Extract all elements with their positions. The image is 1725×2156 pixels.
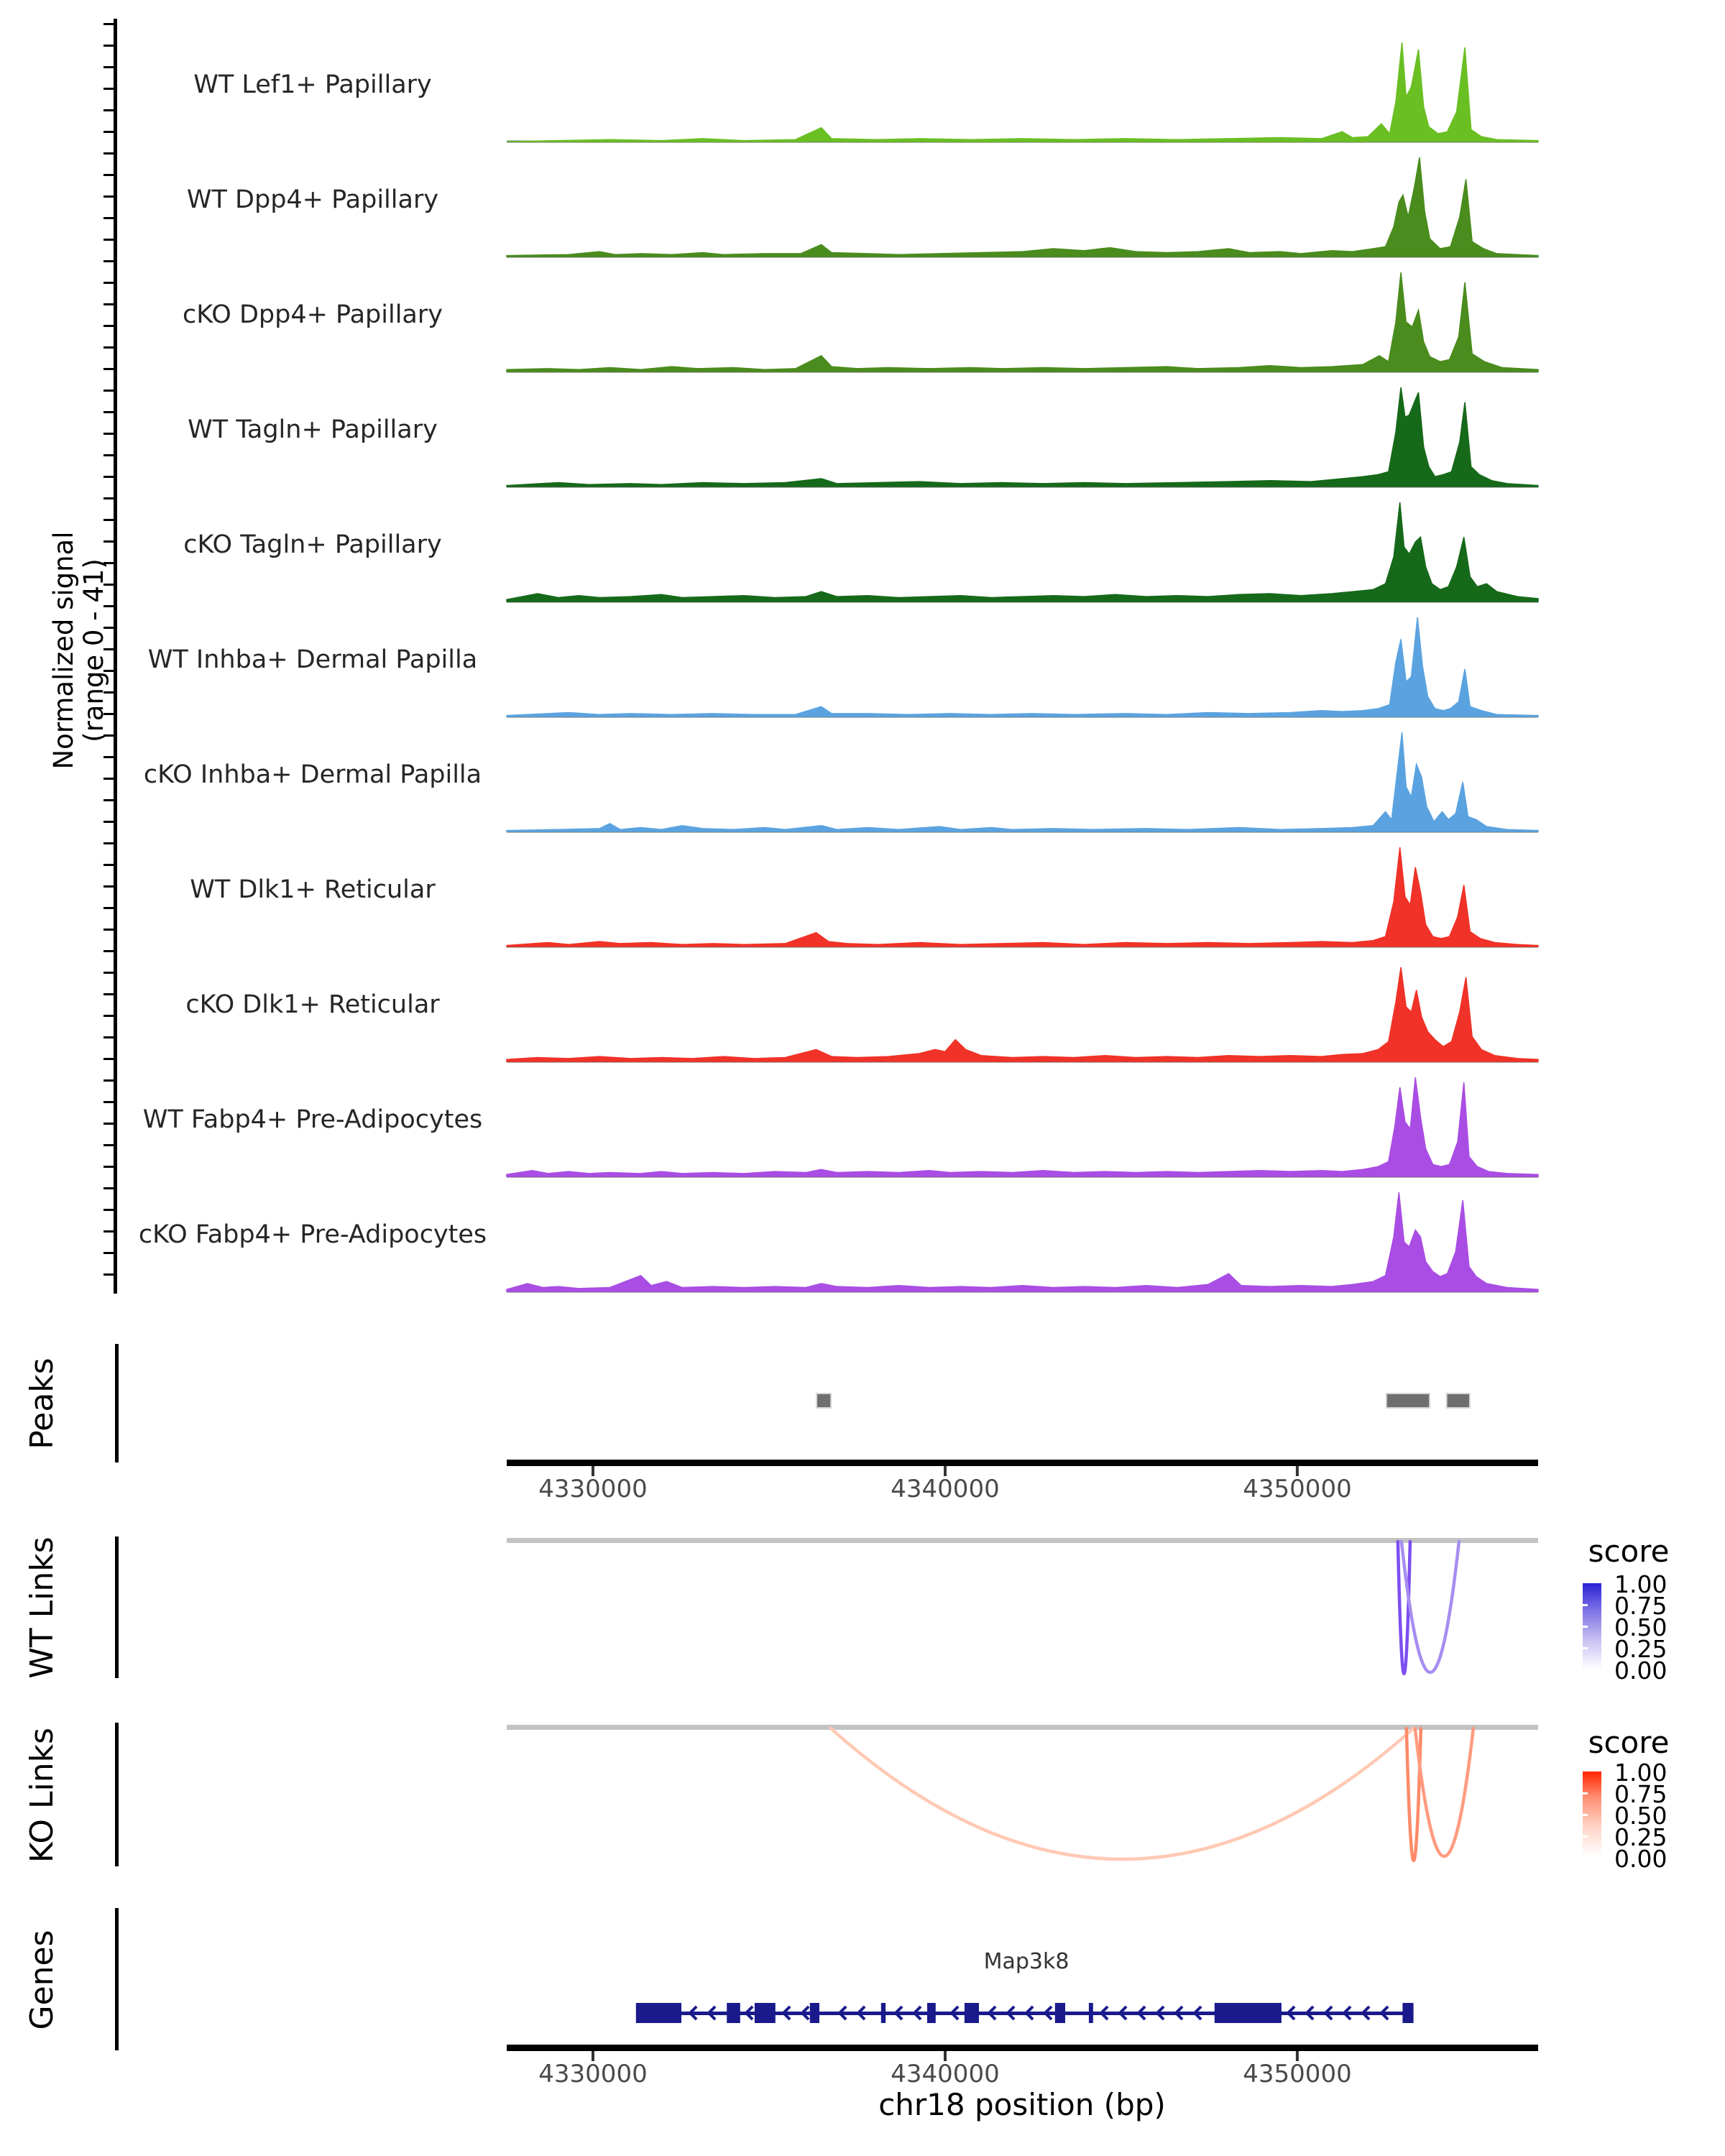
signal-track-area — [507, 967, 1538, 1061]
gene-exon — [1215, 2003, 1282, 2023]
signal-track-area — [507, 1192, 1538, 1291]
genome-axis-upper — [507, 1460, 1538, 1466]
signal-y-axis-tick — [104, 260, 115, 262]
signal-y-axis-tick — [104, 239, 115, 241]
signal-y-axis-tick — [104, 217, 115, 219]
signal-track-area — [507, 732, 1538, 831]
wt-links-section-label: WT Links — [23, 1537, 60, 1679]
ko-legend-tick-025: 0.25 — [1614, 1823, 1668, 1851]
signal-y-axis-tick — [104, 152, 115, 155]
ko-links-bracket — [115, 1723, 119, 1866]
wt-legend-tick-000: 0.00 — [1614, 1657, 1668, 1685]
ko-link-baseline — [507, 1725, 1538, 1730]
signal-y-axis-tick — [104, 1058, 115, 1060]
wt-link-baseline — [507, 1538, 1538, 1543]
signal-y-axis-tick — [104, 23, 115, 25]
track-label: cKO Dlk1+ Reticular — [185, 990, 440, 1019]
ko-link-arc — [1415, 1728, 1473, 1856]
wt-gradient-tick-mark — [1583, 1604, 1588, 1606]
signal-track-area — [507, 387, 1538, 487]
signal-y-axis-tick — [104, 1036, 115, 1038]
wt-gradient-tick-mark — [1583, 1647, 1588, 1649]
axis1-tick-4350000: 4350000 — [1243, 1475, 1352, 1503]
peak-box — [1447, 1393, 1470, 1408]
track-label: cKO Inhba+ Dermal Papilla — [143, 760, 482, 789]
ko-gradient-tick-mark — [1583, 1814, 1588, 1816]
ko-legend-tick-000: 0.00 — [1614, 1845, 1668, 1873]
ko-legend-tick-100: 1.00 — [1614, 1759, 1668, 1787]
wt-legend-tick-025: 0.25 — [1614, 1635, 1668, 1663]
axis1-tick-4340000: 4340000 — [891, 1475, 1000, 1503]
wt-links-bracket — [115, 1537, 119, 1678]
signal-track-area — [507, 272, 1538, 372]
signal-y-axis-tick — [104, 346, 115, 349]
gene-exon — [727, 2003, 740, 2023]
peaks-bracket — [115, 1344, 119, 1462]
ko-legend-tick-075: 0.75 — [1614, 1780, 1668, 1808]
wt-legend-tick-050: 0.50 — [1614, 1613, 1668, 1641]
axis1-tick-4330000: 4330000 — [538, 1475, 648, 1503]
wt-score-gradient-bar — [1583, 1583, 1601, 1669]
signal-y-axis-tick — [104, 282, 115, 284]
signal-y-axis-tick — [104, 131, 115, 133]
signal-track-area — [507, 502, 1538, 602]
genome-axis-lower — [507, 2045, 1538, 2051]
track-label: WT Lef1+ Papillary — [193, 70, 432, 99]
signal-y-axis-tick — [104, 109, 115, 111]
signal-y-axis-tick — [104, 45, 115, 47]
gene-exon — [927, 2003, 936, 2023]
axis2-tick-4350000: 4350000 — [1243, 2060, 1352, 2088]
ko-links-section-label: KO Links — [23, 1727, 60, 1864]
gene-exon — [1089, 2003, 1093, 2023]
wt-legend-tick-100: 1.00 — [1614, 1570, 1668, 1598]
gene-exon — [636, 2003, 681, 2023]
signal-y-axis-tick — [104, 1144, 115, 1146]
y-axis-label-line1: Normalized signal — [47, 531, 79, 770]
wt-score-legend-title: score — [1588, 1534, 1670, 1569]
peaks-section-label: Peaks — [23, 1358, 60, 1450]
track-label: cKO Tagln+ Papillary — [183, 530, 442, 559]
genes-section-label: Genes — [23, 1930, 60, 2030]
peak-box — [1386, 1393, 1430, 1408]
signal-y-axis-tick — [104, 1209, 115, 1211]
signal-y-axis-tick — [104, 1079, 115, 1082]
signal-track-area — [507, 42, 1538, 142]
ko-score-legend-title: score — [1588, 1725, 1670, 1760]
track-label: WT Inhba+ Dermal Papilla — [147, 645, 478, 674]
wt-legend-tick-075: 0.75 — [1614, 1592, 1668, 1620]
axis2-tick-4340000: 4340000 — [891, 2060, 1000, 2088]
wt-gradient-tick-mark — [1583, 1626, 1588, 1628]
signal-y-axis-tick — [104, 1101, 115, 1103]
signal-y-axis-tick — [104, 174, 115, 176]
gene-exon — [1055, 2003, 1065, 2023]
ko-legend-tick-050: 0.50 — [1614, 1802, 1668, 1830]
axis2-tick-4330000: 4330000 — [538, 2060, 648, 2088]
track-label: WT Dpp4+ Papillary — [186, 185, 439, 214]
y-axis-label-line2: (range 0 - 41) — [78, 558, 109, 742]
ko-gradient-tick-mark — [1583, 1792, 1588, 1795]
gene-exon — [1402, 2003, 1413, 2023]
signal-y-axis-tick — [104, 950, 115, 952]
track-label: WT Dlk1+ Reticular — [190, 875, 436, 904]
ko-link-arc — [831, 1728, 1414, 1859]
gene-exon — [810, 2003, 819, 2023]
signal-y-axis-tick — [104, 972, 115, 974]
x-axis-label: chr18 position (bp) — [878, 2087, 1166, 2122]
gene-exon — [881, 2003, 886, 2023]
signal-y-axis-tick — [104, 1252, 115, 1254]
signal-track-area — [507, 617, 1538, 717]
signal-y-axis-tick — [104, 66, 115, 68]
gene-name-label: Map3k8 — [983, 1949, 1070, 1974]
peak-box — [816, 1393, 831, 1408]
track-label: cKO Dpp4+ Papillary — [183, 300, 443, 329]
track-label: cKO Fabp4+ Pre-Adipocytes — [138, 1220, 487, 1249]
track-label: WT Fabp4+ Pre-Adipocytes — [142, 1105, 483, 1134]
signal-y-axis-tick — [104, 1166, 115, 1168]
genes-bracket — [115, 1908, 119, 2050]
track-label: WT Tagln+ Papillary — [188, 415, 438, 444]
signal-y-axis-tick — [104, 1187, 115, 1189]
ko-gradient-tick-mark — [1583, 1835, 1588, 1838]
gene-exon — [755, 2003, 776, 2023]
signal-y-axis-tick — [104, 1273, 115, 1276]
ko-score-gradient-bar — [1583, 1772, 1601, 1858]
signal-track-area — [507, 157, 1538, 257]
signal-track-area — [507, 1077, 1538, 1176]
gene-exon — [965, 2003, 979, 2023]
signal-track-area — [507, 847, 1538, 946]
